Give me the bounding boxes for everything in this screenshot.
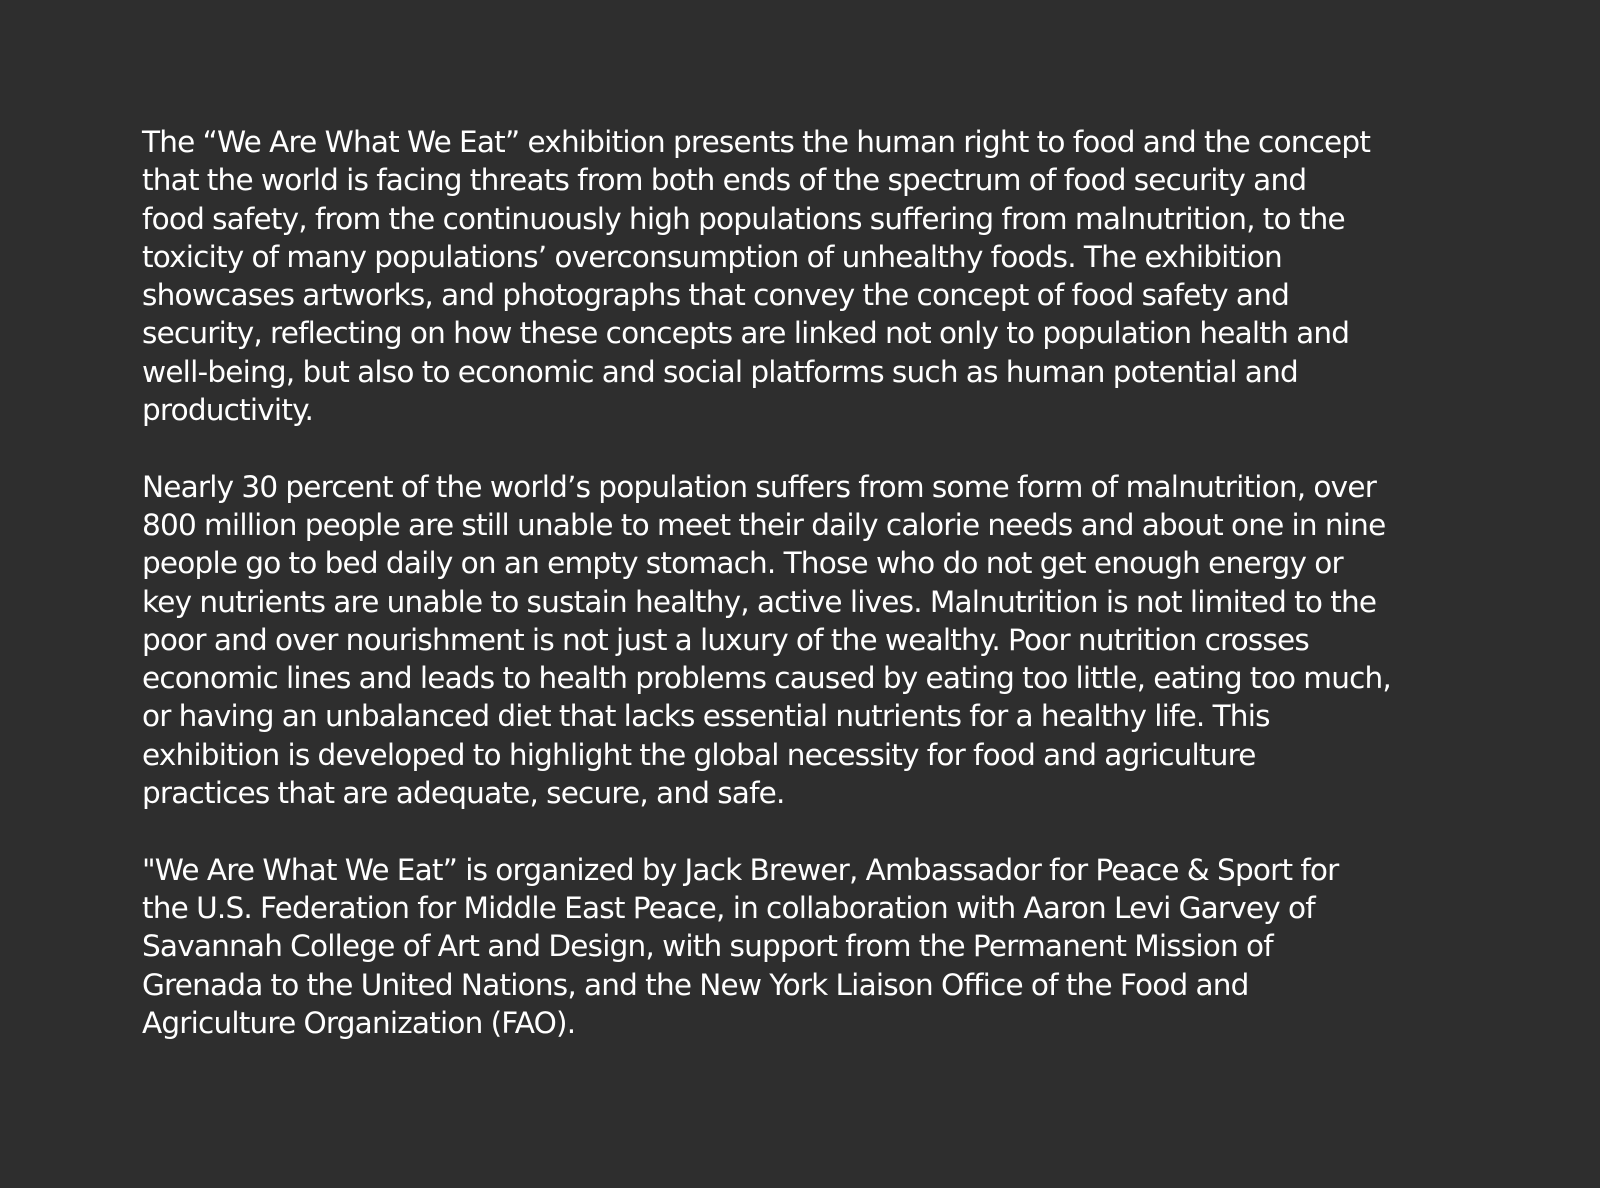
- organizers-paragraph: [142, 851, 1442, 1042]
- malnutrition-paragraph: [142, 468, 1442, 813]
- text-line: showcases artworks, and photographs that convey the concept of food safety and: [142, 278, 1290, 313]
- text-line: The “We Are What We Eat” exhibition presents the human right to food and the concept: [142, 125, 1371, 159]
- text-line: productivity.: [142, 393, 314, 428]
- text-line: Nearly 30 percent of the world’s population suffers from some form of malnutrition, over: [142, 469, 1377, 504]
- intro-paragraph: [142, 123, 1442, 429]
- text-line: 800 million people are still unable to meet their daily calorie needs and about one in nine: [142, 507, 1386, 542]
- text-line: security, reflecting on how these concepts are linked not only to population health and: [142, 316, 1350, 351]
- text-line: economic lines and leads to health problems caused by eating too little, eating too much,: [142, 661, 1391, 696]
- text-line: practices that are adequate, secure, and safe.: [142, 776, 785, 811]
- text-line: key nutrients are unable to sustain healthy, active lives. Malnutrition is not limited to the: [142, 584, 1377, 619]
- text-line: well-being, but also to economic and social platforms such as human potential and: [142, 354, 1298, 389]
- text-line: Savannah College of Art and Design, with support from the Permanent Mission of: [142, 929, 1273, 964]
- text-line: exhibition is developed to highlight the global necessity for food and agriculture: [142, 737, 1256, 772]
- text-line: people go to bed daily on an empty stomach. Those who do not get enough energy or: [142, 546, 1343, 581]
- text-line: or having an unbalanced diet that lacks essential nutrients for a healthy life. This: [142, 699, 1270, 734]
- exhibition-text-panel: [142, 123, 1442, 1042]
- text-line: that the world is facing threats from both ends of the spectrum of food security and: [142, 163, 1307, 198]
- text-line: poor and over nourishment is not just a luxury of the wealthy. Poor nutrition crosses: [142, 622, 1309, 657]
- text-line: Agriculture Organization (FAO).: [142, 1005, 576, 1040]
- text-line: toxicity of many populations’ overconsumption of unhealthy foods. The exhibition: [142, 239, 1282, 274]
- text-line: "We Are What We Eat” is organized by Jack Brewer, Ambassador for Peace & Sport for: [142, 852, 1339, 887]
- text-line: food safety, from the continuously high populations suffering from malnutrition, to the: [142, 201, 1345, 236]
- text-line: Grenada to the United Nations, and the New York Liaison Office of the Food and: [142, 967, 1249, 1002]
- text-line: the U.S. Federation for Middle East Peace, in collaboration with Aaron Levi Garvey of: [142, 890, 1315, 925]
